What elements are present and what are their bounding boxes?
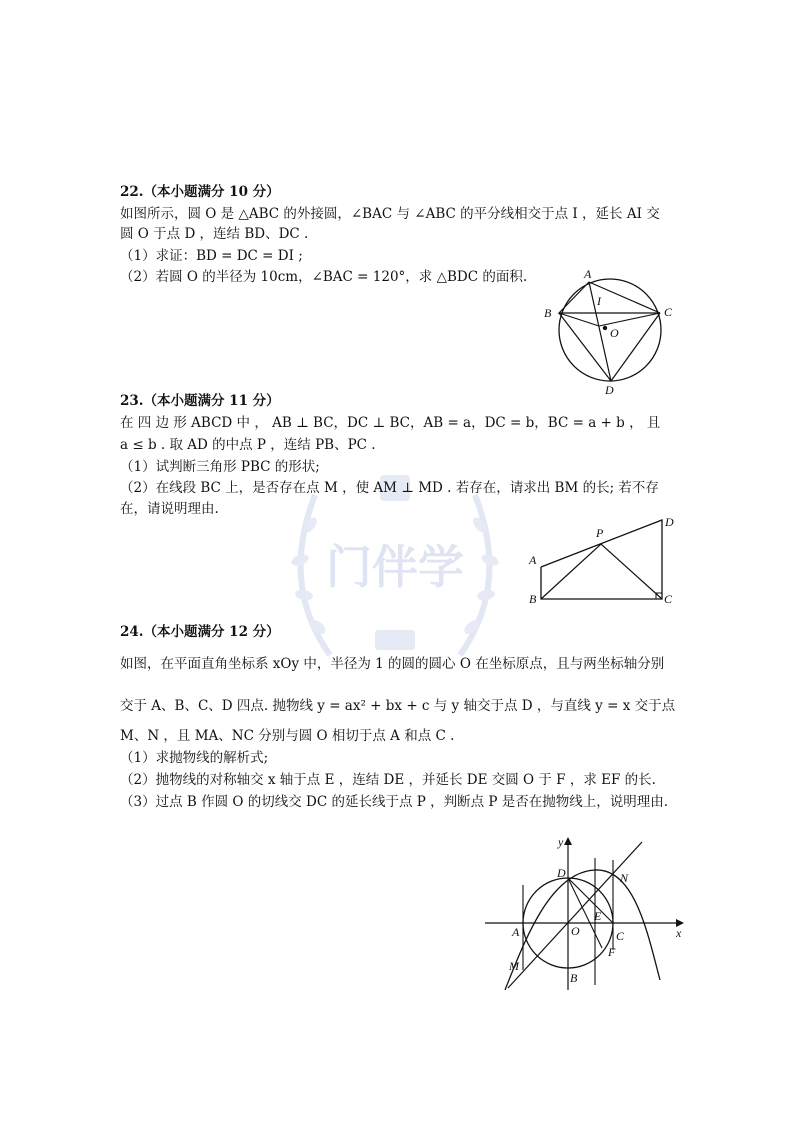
label-c: C [616, 929, 625, 943]
segments-pb-pc [541, 544, 662, 599]
segment-ci [599, 313, 660, 326]
q22-line1: 如图所示，圆 O 是 △ABC 的外接圆，∠BAC 与 ∠ABC 的平分线相交于点 I ，延长 AI 交 [120, 206, 660, 222]
label-d: D [557, 866, 566, 880]
label-o: O [571, 924, 580, 938]
q24-part1: （1）求抛物线的解析式; [120, 750, 269, 766]
q22-part2: （2）若圆 O 的半径为 10cm，∠BAC = 120°，求 △BDC 的面积. [120, 269, 528, 285]
q22-heading: 22.（本小题满分 10 分） [120, 184, 280, 200]
q24-line1: 如图，在平面直角坐标系 xOy 中，半径为 1 的圆的圆心 O 在坐标原点，且与两坐标轴分别 [120, 656, 665, 672]
label-a: A [584, 268, 592, 281]
q22-line2: 圆 O 于点 D ，连结 BD、DC . [120, 226, 309, 242]
label-c: C [664, 592, 673, 606]
label-c: C [664, 305, 673, 319]
label-d: D [665, 515, 674, 529]
label-a: A [529, 553, 537, 567]
q23-quadrilateral-figure [525, 510, 685, 610]
label-p: P [596, 526, 604, 540]
q24-line2: 交于 A、B、C、D 四点. 抛物线 y = ax² + bx + c 与 y 轴交于点 D ，与直线 y = x 交于点 [120, 698, 676, 714]
q23-part1: （1）试判断三角形 PBC 的形状; [120, 459, 320, 475]
label-b: B [570, 971, 578, 985]
label-m: M [509, 959, 519, 973]
label-x: x [676, 926, 682, 940]
label-o: O [610, 326, 619, 340]
label-i: I [597, 294, 601, 308]
line-y-eq-x [508, 842, 642, 988]
label-b: B [544, 306, 552, 320]
q24-coordinate-figure [480, 830, 690, 995]
q22-part1: （1）求证：BD = DC = DI ; [120, 248, 303, 264]
q24-part2: （2）抛物线的对称轴交 x 轴于点 E ，连结 DE ，并延长 DE 交圆 O 于 F ，求 EF 的长. [120, 772, 656, 788]
label-f: F [608, 945, 616, 959]
q24-part3: （3）过点 B 作圆 O 的切线交 DC 的延长线于点 P ，判断点 P 是否在抛物线上，说明理由. [120, 794, 669, 810]
q24-heading: 24.（本小题满分 12 分） [120, 624, 280, 640]
q23-part2: （2）在线段 BC 上，是否存在点 M ，使 AM ⊥ MD . 若存在，请求出 BM 的长; 若不存 [120, 480, 659, 496]
parabola [505, 870, 660, 990]
center-dot [603, 326, 607, 330]
q23-line1: 在 四 边 形 ABCD 中 ， AB ⊥ BC，DC ⊥ BC，AB = a，DC = b，BC = a + b ， 且 [120, 415, 661, 431]
q22-circle-figure [540, 268, 680, 398]
q24-line3: M、N ，且 MA、NC 分别与圆 O 相切于点 A 和点 C . [120, 728, 455, 744]
segment-bi [559, 313, 599, 326]
q23-part2-cont: 在，请说明理由. [120, 501, 219, 517]
q23-line2: a ≤ b . 取 AD 的中点 P ，连结 PB、PC . [120, 437, 376, 453]
y-axis-arrow [564, 837, 572, 845]
label-y: y [558, 835, 564, 849]
label-a: A [512, 925, 520, 939]
label-d: D [605, 383, 614, 397]
triangle-abc [559, 282, 660, 313]
label-e: E [594, 909, 602, 923]
label-n: N [620, 871, 629, 885]
label-b: B [529, 592, 537, 606]
q23-heading: 23.（本小题满分 11 分） [120, 393, 280, 409]
watermark-text: 门伴学 [326, 540, 464, 594]
